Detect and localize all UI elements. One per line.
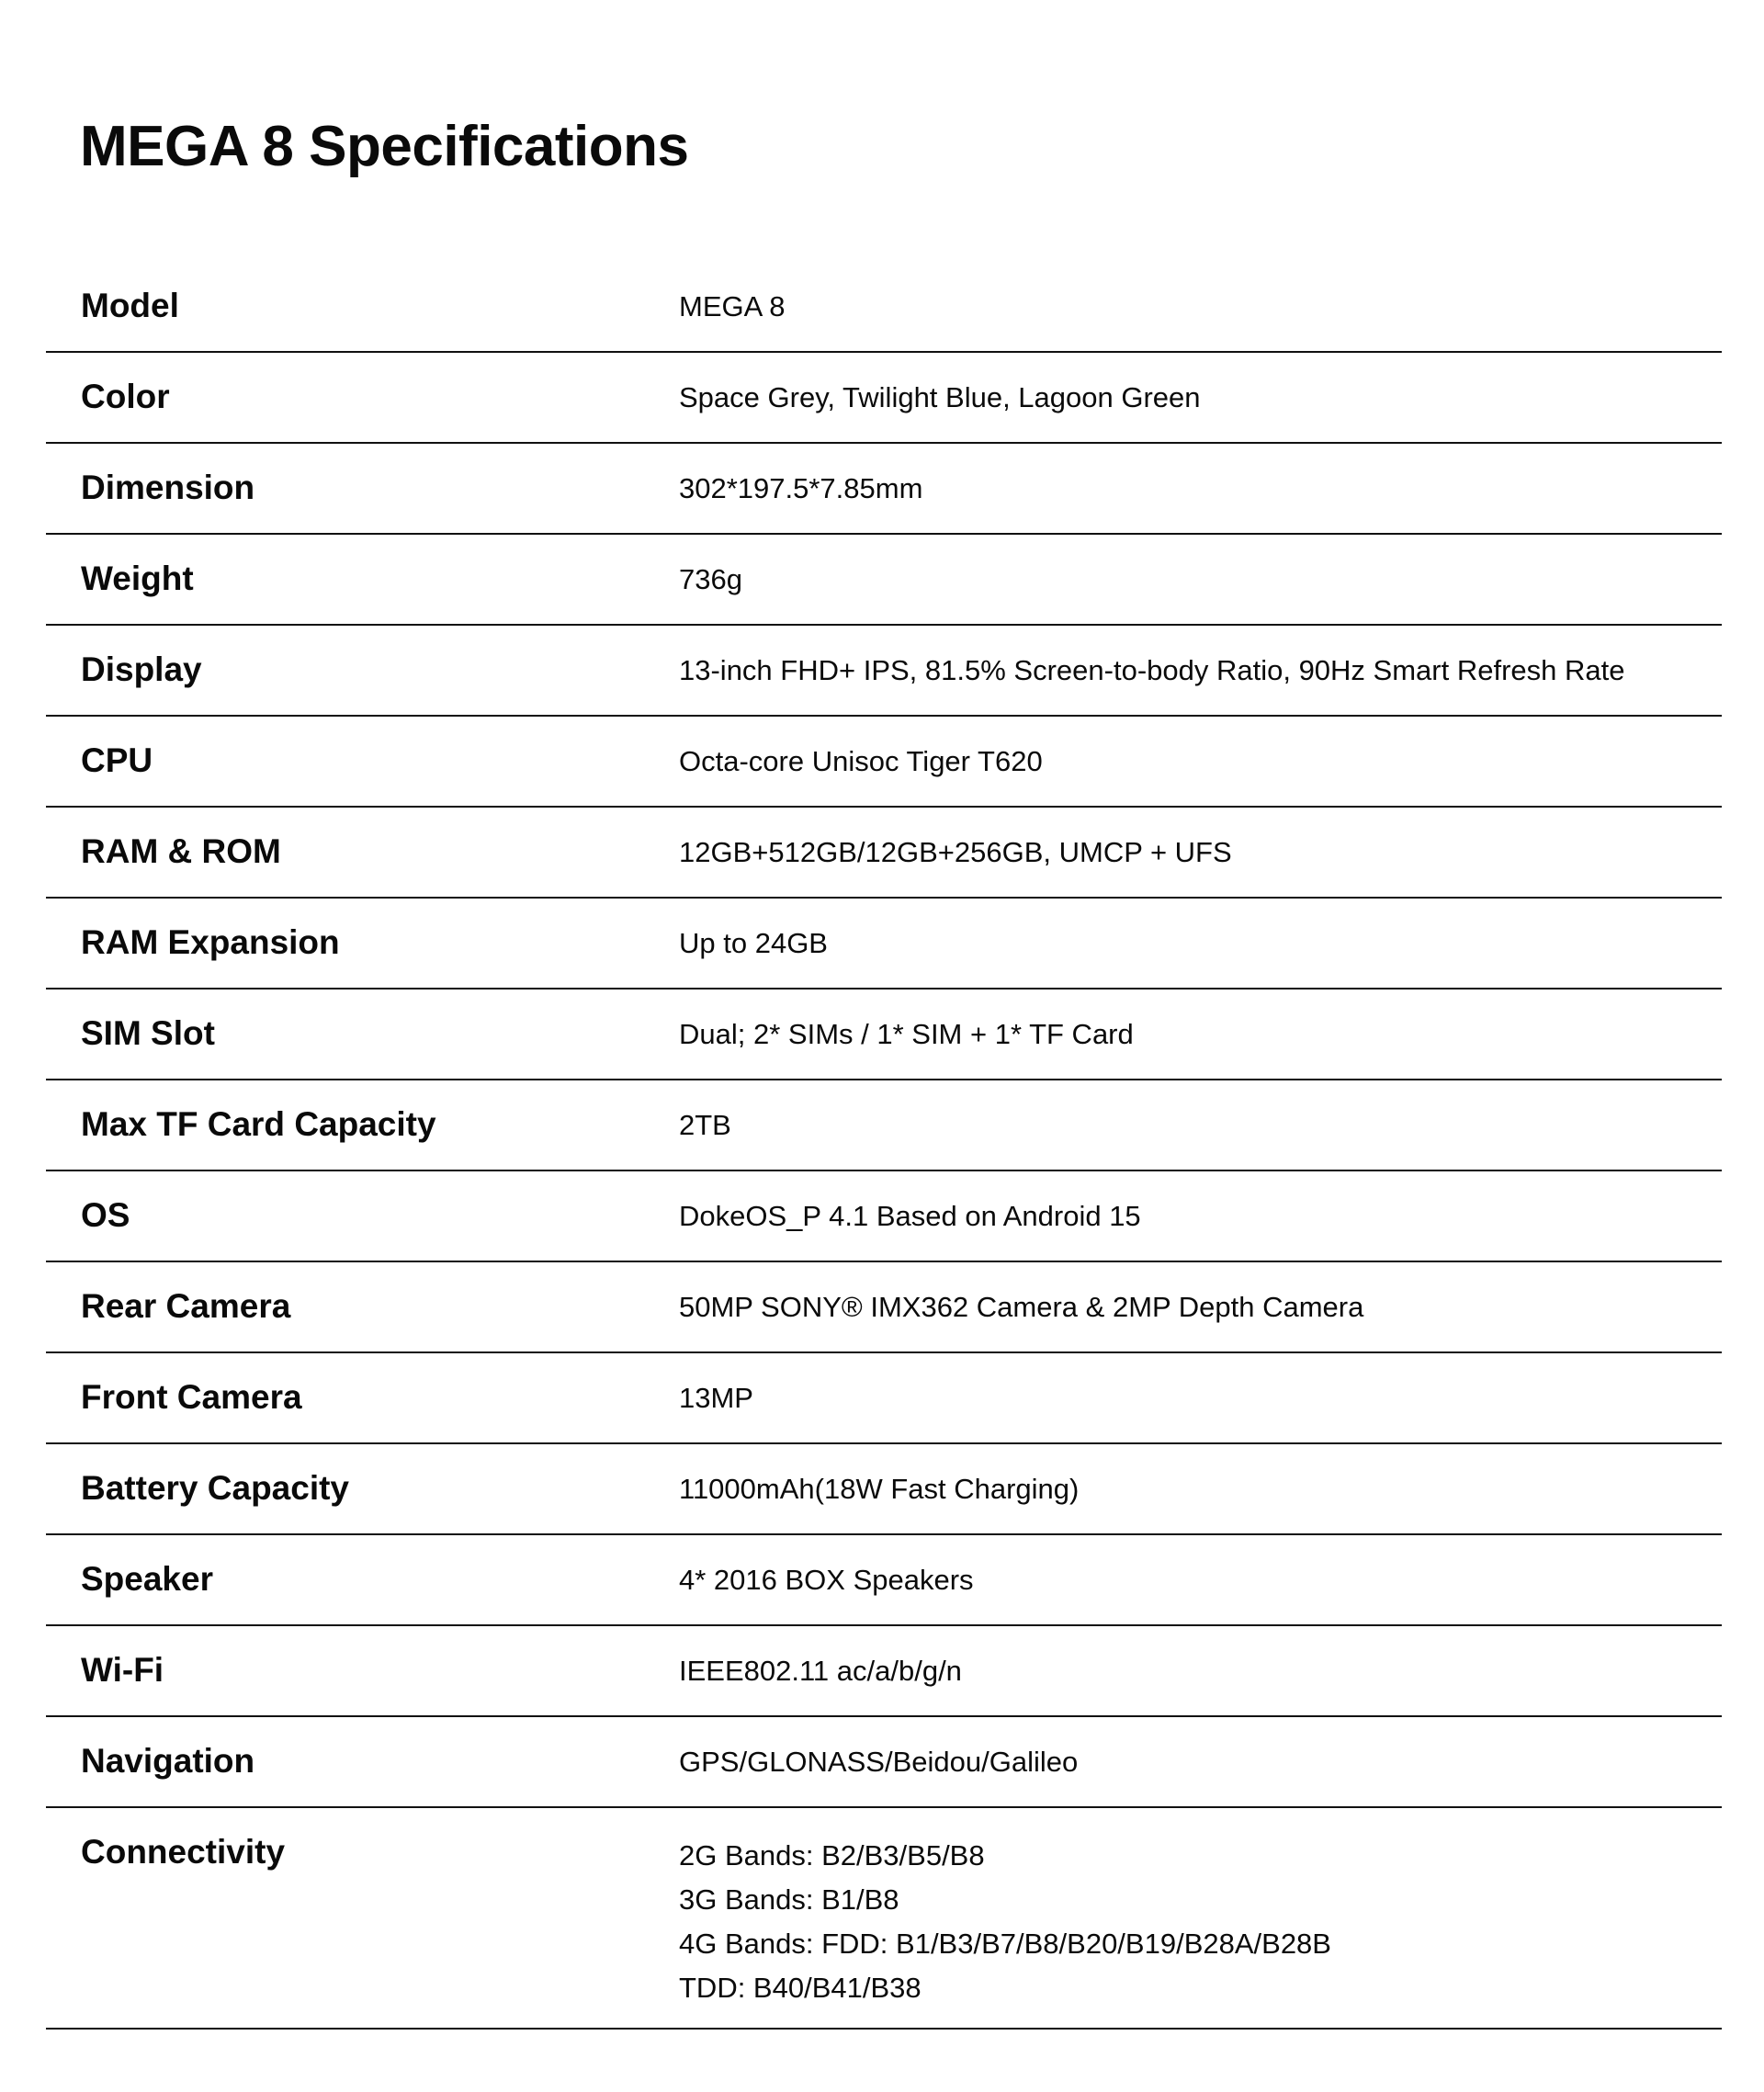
- spec-row-connectivity: [46, 1808, 1722, 2030]
- connectivity-line: 2G Bands: B2/B3/B5/B8: [679, 1839, 985, 1871]
- spec-label: Max TF Card Capacity: [81, 1105, 436, 1143]
- spec-row-rear-camera: [46, 1262, 1722, 1353]
- spec-value: 13-inch FHD+ IPS, 81.5% Screen-to-body Ratio, 90Hz Smart Refresh Rate: [679, 654, 1625, 686]
- spec-row-color: [46, 353, 1722, 444]
- spec-row-speaker: [46, 1535, 1722, 1626]
- spec-label: Rear Camera: [81, 1287, 291, 1325]
- spec-row-model: [46, 262, 1722, 353]
- spec-value: Space Grey, Twilight Blue, Lagoon Green: [679, 381, 1201, 413]
- spec-label: RAM Expansion: [81, 923, 340, 961]
- spec-row-os: [46, 1171, 1722, 1262]
- spec-row-weight: [46, 535, 1722, 626]
- spec-value: GPS/GLONASS/Beidou/Galileo: [679, 1746, 1079, 1778]
- spec-label: Color: [81, 378, 170, 415]
- spec-value: Octa-core Unisoc Tiger T620: [679, 745, 1043, 777]
- spec-label: Wi-Fi: [81, 1651, 164, 1689]
- spec-label: Battery Capacity: [81, 1469, 350, 1507]
- spec-row-sim-slot: [46, 989, 1722, 1080]
- spec-label: Display: [81, 650, 202, 688]
- spec-label: Speaker: [81, 1560, 213, 1598]
- spec-row-battery: [46, 1444, 1722, 1535]
- spec-row-navigation: [46, 1717, 1722, 1808]
- spec-value: 302*197.5*7.85mm: [679, 472, 923, 504]
- spec-value: 11000mAh(18W Fast Charging): [679, 1473, 1080, 1505]
- spec-row-dimension: [46, 444, 1722, 535]
- spec-value: 13MP: [679, 1382, 753, 1414]
- spec-value: 50MP SONY® IMX362 Camera & 2MP Depth Camera: [679, 1291, 1364, 1323]
- spec-label: SIM Slot: [81, 1014, 215, 1052]
- spec-value: Dual; 2* SIMs / 1* SIM + 1* TF Card: [679, 1018, 1134, 1050]
- spec-label: OS: [81, 1196, 130, 1234]
- spec-label: Connectivity: [81, 1833, 286, 1871]
- spec-label: Front Camera: [81, 1378, 302, 1416]
- spec-row-ram-rom: [46, 808, 1722, 899]
- spec-value: 736g: [679, 563, 742, 595]
- connectivity-line: 4G Bands: FDD: B1/B3/B7/B8/B20/B19/B28A/B28B: [679, 1928, 1331, 1960]
- spec-value: MEGA 8: [679, 290, 786, 322]
- spec-row-max-tf-card: [46, 1080, 1722, 1171]
- spec-row-display: [46, 626, 1722, 717]
- spec-label: Dimension: [81, 469, 255, 506]
- spec-value: DokeOS_P 4.1 Based on Android 15: [679, 1200, 1141, 1232]
- spec-label: Model: [81, 287, 179, 324]
- spec-row-wifi: [46, 1626, 1722, 1717]
- spec-row-ram-expansion: [46, 899, 1722, 989]
- spec-row-cpu: [46, 717, 1722, 808]
- spec-table: [46, 262, 1722, 2030]
- spec-value: IEEE802.11 ac/a/b/g/n: [679, 1655, 962, 1687]
- connectivity-line: TDD: B40/B41/B38: [679, 1972, 922, 2004]
- connectivity-values: [679, 1834, 1331, 2010]
- spec-label: RAM & ROM: [81, 832, 281, 870]
- spec-label: Navigation: [81, 1742, 255, 1780]
- spec-label: Weight: [81, 560, 194, 597]
- page-title: MEGA 8 Specifications: [80, 115, 689, 178]
- spec-value: 4* 2016 BOX Speakers: [679, 1564, 974, 1596]
- spec-value: 2TB: [679, 1109, 731, 1141]
- spec-value: Up to 24GB: [679, 927, 828, 959]
- connectivity-line: 3G Bands: B1/B8: [679, 1883, 899, 1916]
- spec-row-front-camera: [46, 1353, 1722, 1444]
- spec-label: CPU: [81, 741, 153, 779]
- spec-value: 12GB+512GB/12GB+256GB, UMCP + UFS: [679, 836, 1232, 868]
